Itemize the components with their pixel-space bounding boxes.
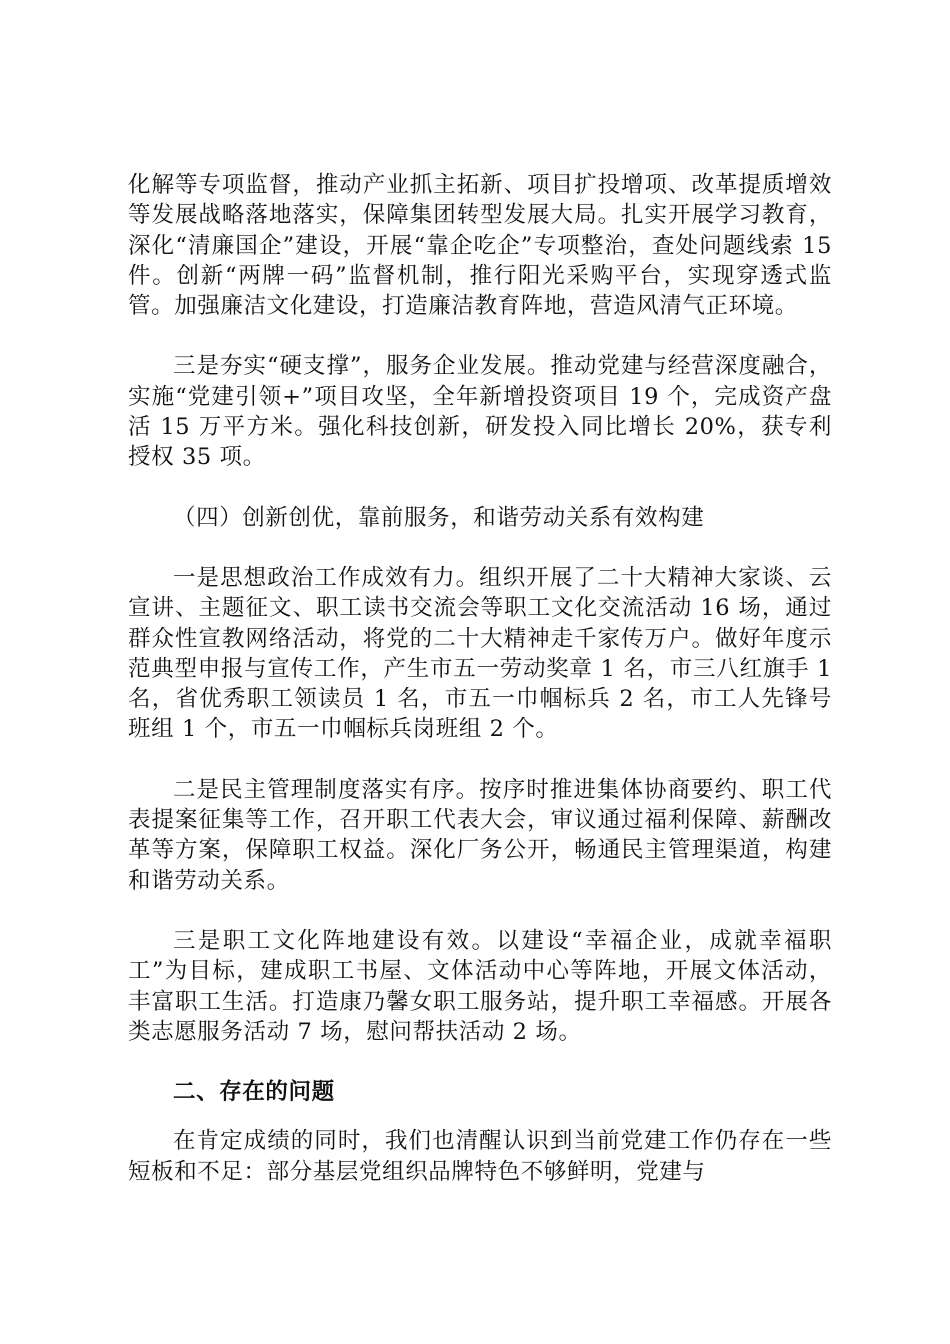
paragraph-shortcomings: 在肯定成绩的同时，我们也清醒认识到当前党建工作仍存在一些短板和不足：部分基层党组织品牌特色不够鲜明，党建与 xyxy=(128,1128,832,1185)
paragraph-culture-positions: 三是职工文化阵地建设有效。以建设“幸福企业，成就幸福职工”为目标，建成职工书屋、文体活动中心等阵地，开展文体活动，丰富职工生活。打造康乃馨女职工服务站，提升职工幸福感。开展各类志愿服务活动 7 场，慰问帮扶活动 2 场。 xyxy=(128,927,832,1045)
paragraph-democratic-management: 二是民主管理制度落实有序。按序时推进集体协商要约、职工代表提案征集等工作，召开职工代表大会，审议通过福利保障、薪酬改革等方案，保障职工权益。深化厂务公开，畅通民主管理渠道，构建和谐劳动关系。 xyxy=(128,776,832,894)
section-heading-labor-relations: （四）创新创优，靠前服务，和谐劳动关系有效构建 xyxy=(173,504,705,531)
paragraph-support-development: 三是夯实“硬支撑”，服务企业发展。推动党建与经营深度融合，实施“党建引领+”项目攻坚，全年新增投资项目 19 个，完成资产盘活 15 万平方米。强化科技创新，研发投入同比增长 20%，获专利授权 35 项。 xyxy=(128,353,832,471)
paragraph-ideological-work: 一是思想政治工作成效有力。组织开展了二十大精神大家谈、云宣讲、主题征文、职工读书交流会等职工文化交流活动 16 场，通过群众性宣教网络活动，将党的二十大精神走千家传万户。做好年度示范典型申报与宣传工作，产生市五一劳动奖章 1 名，市三八红旗手 1 名，省优秀职工领读员 1 名，市五一巾帼标兵 2 名，市工人先锋号班组 1 个，市五一巾帼标兵岗班组 2 个。 xyxy=(128,564,832,743)
document-body xyxy=(128,170,832,1217)
section-heading-problems: 二、存在的问题 xyxy=(173,1079,335,1106)
paragraph-supervision: 化解等专项监督，推动产业抓主拓新、项目扩投增项、改革提质增效等发展战略落地落实，保障集团转型发展大局。扎实开展学习教育，深化“清廉国企”建设，开展“靠企吃企”专项整治，查处问题线索 15 件。创新“两牌一码”监督机制，推行阳光采购平台，实现穿透式监管。加强廉洁文化建设，打造廉洁教育阵地，营造风清气正环境。 xyxy=(128,172,832,320)
